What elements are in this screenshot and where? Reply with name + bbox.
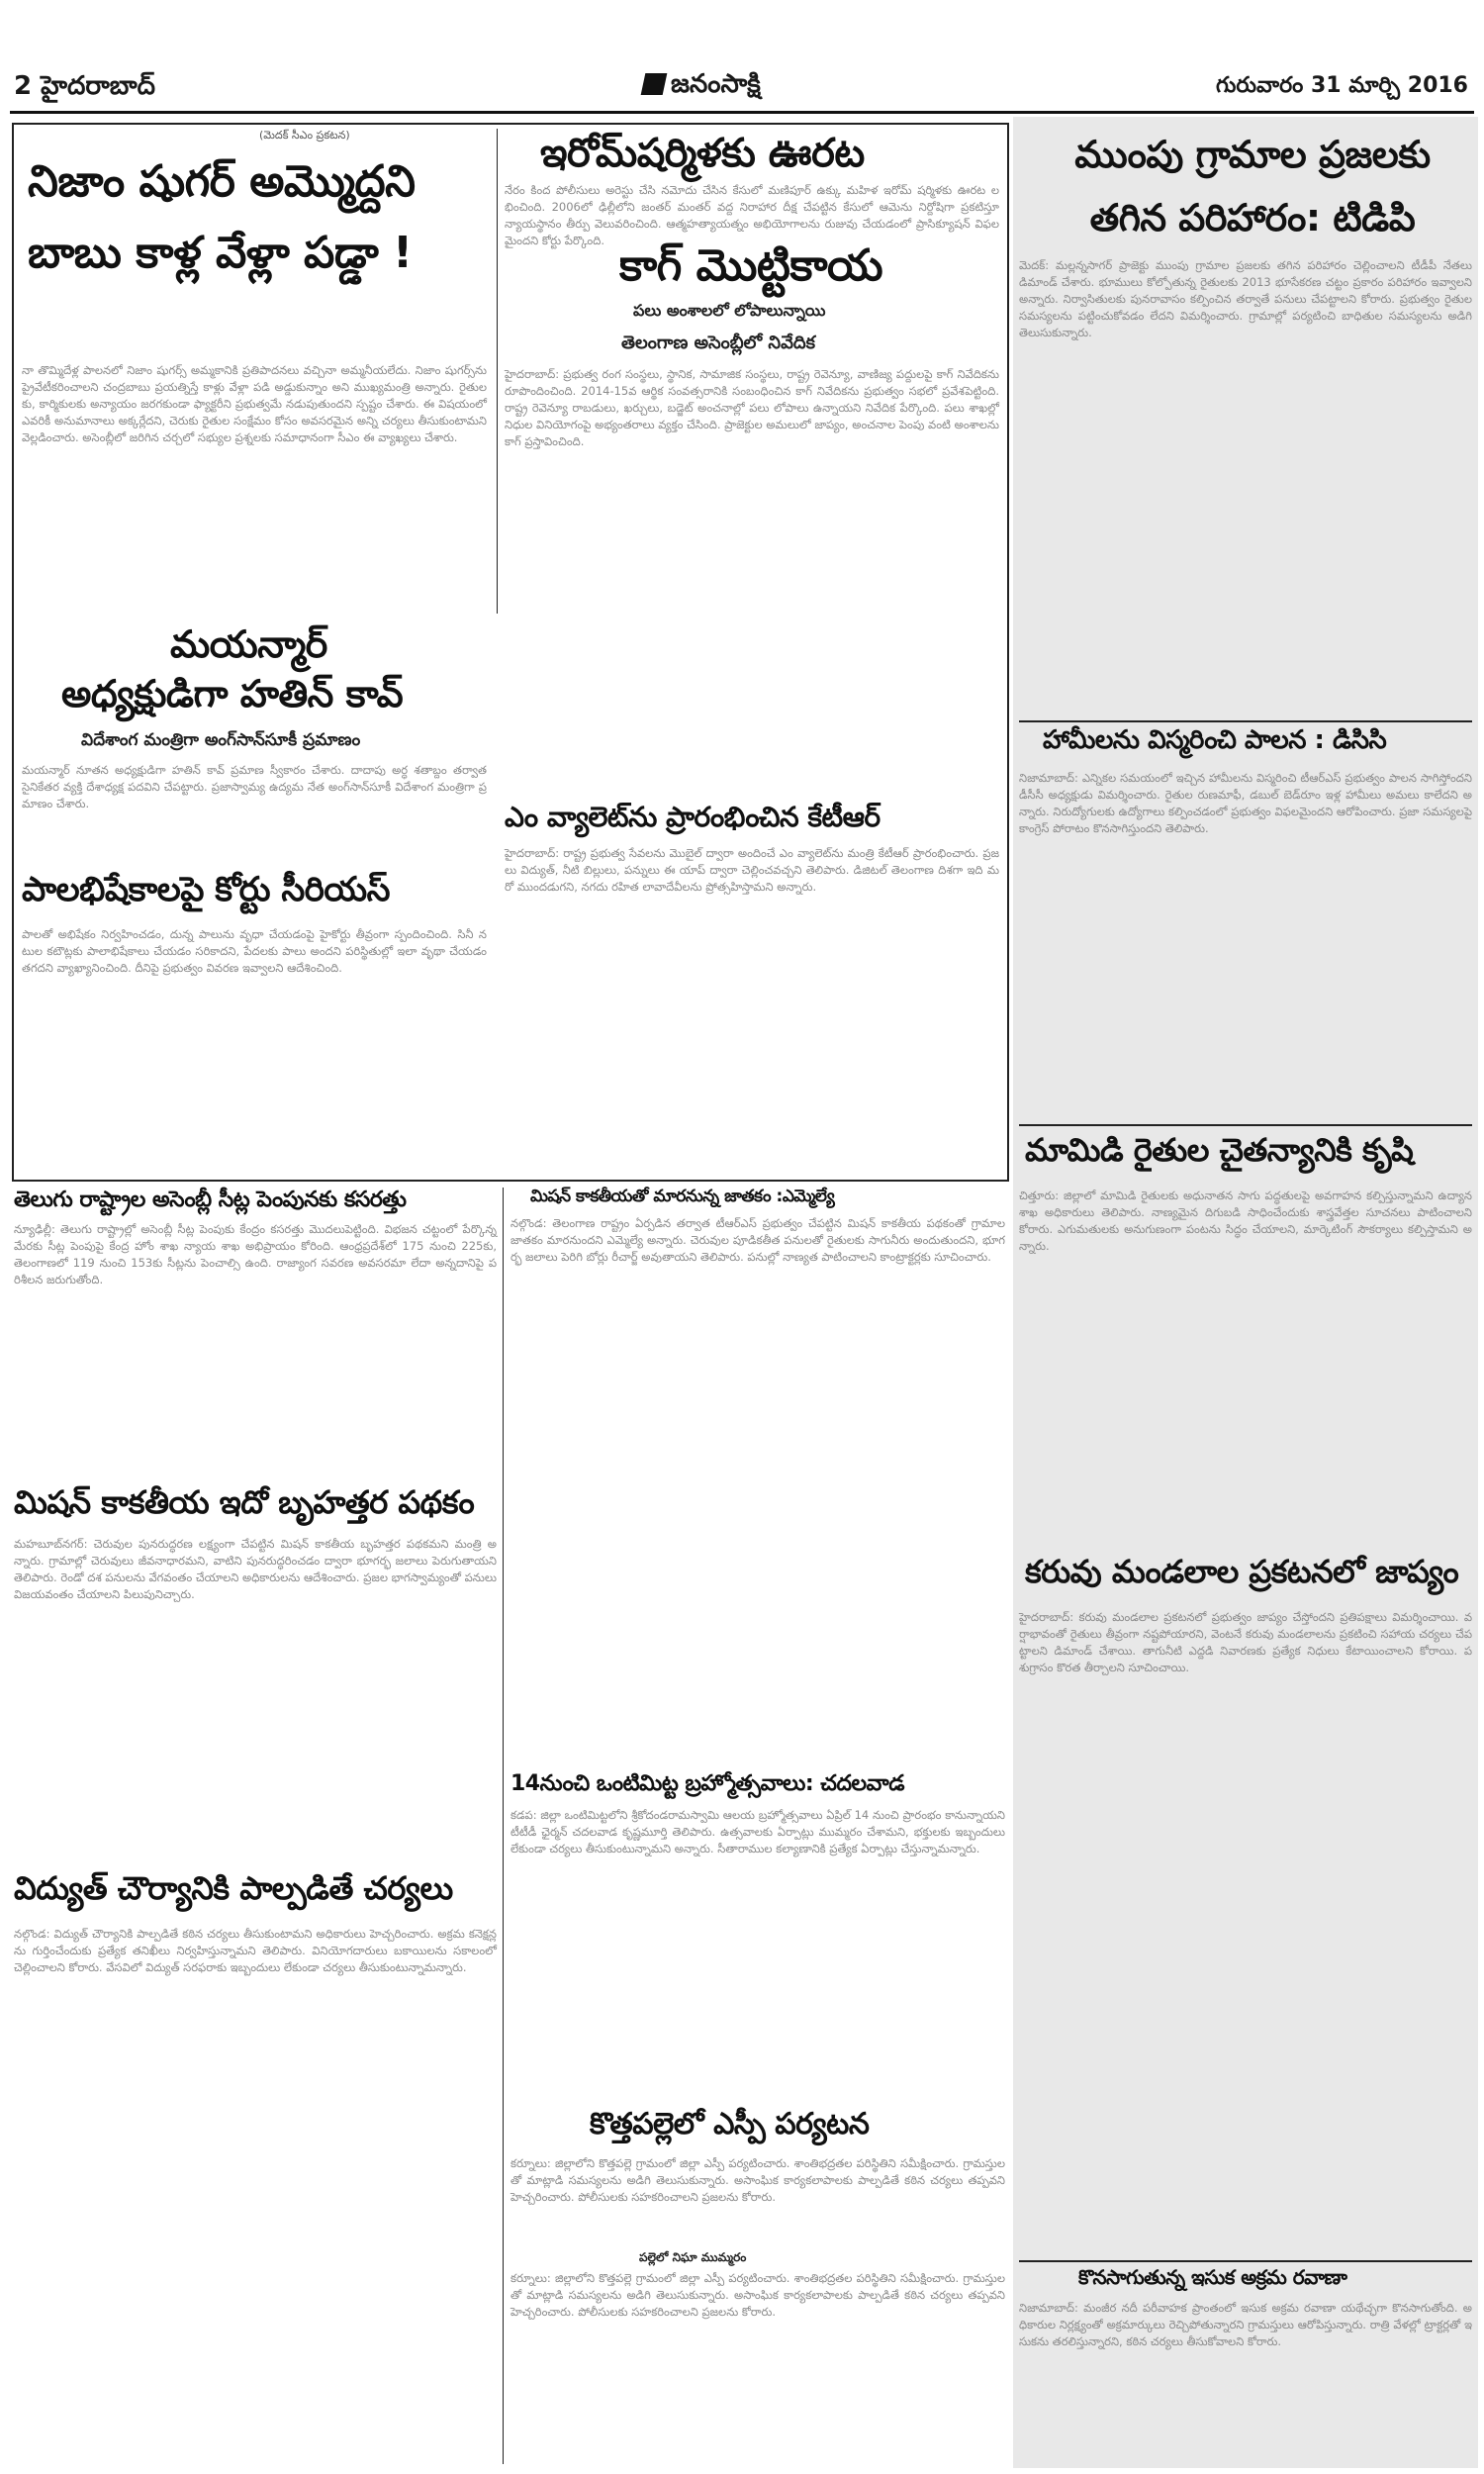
article-karuvu (1019, 1554, 1472, 2246)
article-body: కర్నూలు: జిల్లాలోని కొత్తపల్లె గ్రామంలో జిల్లా ఎస్పీ పర్యటించారు. శాంతిభద్రతల పరిస్థితిని సమీక్షించారు. గ్రామస్తులతో మాట్లాడి సమస్యలను అడిగి తెలుసుకున్నారు. అసాంఘిక కార్యకలాపాలకు పాల్పడితే కఠిన చర్యలు తప్పవని హెచ్చరించారు. పోలీసులకు సహకరించాలని ప్రజలను కోరారు. (510, 2156, 1005, 2204)
headline: హామీలను విస్మరించి పాలన : డిసిసి (1043, 725, 1387, 755)
article-vidyut (14, 1870, 499, 2464)
kicker: (మెదక్ సీఎం ప్రకటన) (259, 129, 350, 142)
article-body: మయన్మార్ నూతన అధ్యక్షుడిగా హతిన్ కావ్ ప్రమాణ స్వీకారం చేశారు. దాదాపు అర్ధ శతాబ్దం తర్వాత సైనికేతర వ్యక్తి దేశాధ్యక్ష పదవిని చేపట్టారు. ప్రజాస్వామ్య ఉద్యమ నేత అంగ్‌సాన్‌సూకీ విదేశాంగ మంత్రిగా ప్రమాణం చేశారు. (22, 763, 487, 810)
article-irom (505, 129, 999, 247)
article-body: హైదరాబాద్: కరువు మండలాల ప్రకటనలో ప్రభుత్వం జాప్యం చేస్తోందని ప్రతిపక్షాలు విమర్శించాయి. వర్షాభావంతో రైతులు తీవ్రంగా నష్టపోయారని, వెంటనే కరువు మండలాలను ప్రకటించి సహాయ చర్యలు చేపట్టాలని డిమాండ్ చేశాయి. తాగునీటి ఎద్దడి నివారణకు ప్రత్యేక నిధులు కేటాయించాలని కోరాయి. పశుగ్రాసం కొరత తీర్చాలని సూచించాయి. (1019, 1610, 1472, 1674)
headline: మామిడి రైతుల చైతన్యానికి కృషి (1025, 1131, 1414, 1169)
article-body: నేరం కింద పోలీసులు అరెస్టు చేసి నమోదు చేసిన కేసులో మణిపూర్ ఉక్కు మహిళ ఇరోమ్ షర్మిళకు ఊరట లభించింది. 2006లో ఢిల్లీలోని జంతర్ మంతర్ వద్ద నిరాహార దీక్ష చేపట్టిన కేసులో ఆమెను నిర్దోషిగా ప్రకటిస్తూ న్యాయస్థానం తీర్పు వెలువరించింది. ఆత్మహత్యాయత్నం అభియోగాలను రుజువు చేయడంలో ప్రాసిక్యూషన్ విఫలమైందని కోర్టు పేర్కొంది. (505, 183, 999, 247)
issue-date: గురువారం 31 మార్చి 2016 (1215, 73, 1468, 98)
article-body: పాలతో అభిషేకం నిర్వహించడం, దున్న పాలును వృధా చేయడంపై హైకోర్టు తీవ్రంగా స్పందించింది. సినీ నటుల కటౌట్లకు పాలాభిషేకాలు చేయడం సరికాదని, పేదలకు పాలు అందని పరిస్థితుల్లో ఇలా వృథా చేయడం తగదని వ్యాఖ్యానించింది. దీనిపై ప్రభుత్వం వివరణ ఇవ్వాలని ఆదేశించింది. (22, 927, 487, 975)
logo-icon (641, 73, 668, 95)
subhead: పల్లెలో నిఘా ముమ్మరం (639, 2250, 747, 2264)
headline: మిషన్ కాకతీయ ఇదో బృహత్తర పథకం (14, 1483, 475, 1521)
article-body: హైదరాబాద్: ప్రభుత్వ రంగ సంస్థలు, స్థానిక, సామాజిక సంస్థలు, రాష్ట్ర రెవెన్యూ, వాణిజ్య పద్దులపై కాగ్ నివేదికను రూపొందించింది. 2014-15వ ఆర్థిక సంవత్సరానికి సంబంధించిన కాగ్ నివేదికను ప్రభుత్వం సభలో ప్రవేశపెట్టింది. రాష్ట్ర రెవెన్యూ రాబడులు, ఖర్చులు, బడ్జెట్ అంచనాల్లో పలు లోపాలు ఉన్నాయని నివేదిక పేర్కొంది. పలు శాఖల్లో నిధుల వినియోగంపై అభ్యంతరాలు వ్యక్తం చేసింది. ప్రాజెక్టుల అమలులో జాప్యం, అంచనాల పెంపు వంటి అంశాలను కాగ్ ప్రస్తావించింది. (505, 367, 999, 448)
article-isuka (1019, 2266, 1472, 2464)
section-divider (1019, 1124, 1472, 1126)
article-cag (505, 238, 999, 792)
article-court (22, 871, 491, 1168)
headline: నిజాం షుగర్ అమ్మొద్దని బాబు కాళ్ల వేళ్లా పడ్డా ! (28, 156, 416, 278)
headline: కాగ్ మొట్టికాయ (619, 240, 883, 291)
column-divider (497, 129, 498, 614)
article-body: న్యూఢిల్లీ: తెలుగు రాష్ట్రాల్లో అసెంబ్లీ సీట్ల పెంపుకు కేంద్రం కసరత్తు మొదలుపెట్టింది. విభజన చట్టంలో పేర్కొన్న మేరకు సీట్ల పెంపుపై కేంద్ర హోం శాఖ న్యాయ శాఖ అభిప్రాయం కోరింది. ఆంధ్రప్రదేశ్‌లో 175 నుంచి 225కు, తెలంగాణలో 119 నుంచి 153కు సీట్లను పెంచాల్సి ఉంది. రాజ్యాంగ సవరణ అవసరమా లేదా అన్నదానిపై పరిశీలన జరుగుతోంది. (14, 1222, 497, 1286)
article-brahmotsavam (510, 1771, 1005, 2108)
headline-line-1: మయన్మార్ (170, 622, 327, 666)
headline: ముంపు గ్రామాల ప్రజలకు తగిన పరిహారం: టిడిపి (1074, 133, 1431, 239)
article-mamidi (1019, 1132, 1472, 1548)
article-seats (14, 1188, 499, 1484)
headline-line-2: అధ్యక్షుడిగా హతిన్ కావ్ (61, 672, 404, 715)
article-body: నల్గొండ: విద్యుత్ చౌర్యానికి పాల్పడితే కఠిన చర్యలు తీసుకుంటామని అధికారులు హెచ్చరించారు. అక్రమ కనెక్షన్లను గుర్తించేందుకు ప్రత్యేక తనిఖీలు నిర్వహిస్తున్నామని తెలిపారు. వినియోగదారులు బకాయిలను సకాలంలో చెల్లించాలని కోరారు. వేసవిలో విద్యుత్ సరఫరాకు ఇబ్బందులు లేకుండా చర్యలు తీసుకుంటున్నామన్నారు. (14, 1927, 497, 1974)
headline: మిషన్ కాకతీయతో మారనున్న జాతకం :ఎమ్మెల్యే (530, 1187, 835, 1206)
article-mission-jathara (510, 1188, 1005, 1761)
article-body: నిజామాబాద్: మంజీర నదీ పరీవాహక ప్రాంతంలో ఇసుక అక్రమ రవాణా యథేచ్ఛగా కొనసాగుతోంది. అధికారుల నిర్లక్ష్యంతో అక్రమార్కులు రెచ్చిపోతున్నారని గ్రామస్తులు ఆరోపిస్తున్నారు. రాత్రి వేళల్లో ట్రాక్టర్లతో ఇసుకను తరలిస్తున్నారని, కఠిన చర్యలు తీసుకోవాలని కోరారు. (1019, 2301, 1472, 2348)
headline: విద్యుత్ చౌర్యానికి పాల్పడితే చర్యలు (14, 1869, 453, 1907)
article-body: హైదరాబాద్: రాష్ట్ర ప్రభుత్వ సేవలను మొబైల్ ద్వారా అందించే ఎం వ్యాలెట్‌ను మంత్రి కేటీఆర్ ప్రారంభించారు. ప్రజలు విద్యుత్, నీటి బిల్లులు, పన్నులు ఈ యాప్ ద్వారా చెల్లించవచ్చని తెలిపారు. డిజిటల్ తెలంగాణ దిశగా ఇది మరో ముందడుగని, నగదు రహిత లావాదేవీలను ప్రోత్సహిస్తామని అన్నారు. (505, 846, 999, 894)
article-ewallet (505, 802, 999, 1178)
article-body: చిత్తూరు: జిల్లాలో మామిడి రైతులకు అధునాతన సాగు పద్ధతులపై అవగాహన కల్పిస్తున్నామని ఉద్యాన శాఖ అధికారులు తెలిపారు. నాణ్యమైన దిగుబడి సాధించేందుకు శాస్త్రవేత్తల సూచనలు పాటించాలని కోరారు. ఎగుమతులకు అనుగుణంగా పంటను సిద్ధం చేయాలని, మార్కెటింగ్ సౌకర్యాలు కల్పిస్తామని అన్నారు. (1019, 1189, 1472, 1253)
article-body-continued: కర్నూలు: జిల్లాలోని కొత్తపల్లె గ్రామంలో జిల్లా ఎస్పీ పర్యటించారు. శాంతిభద్రతల పరిస్థితిని సమీక్షించారు. గ్రామస్తులతో మాట్లాడి సమస్యలను అడిగి తెలుసుకున్నారు. అసాంఘిక కార్యకలాపాలకు పాల్పడితే కఠిన చర్యలు తప్పవని హెచ్చరించారు. పోలీసులకు సహకరించాలని ప్రజలను కోరారు. (510, 2271, 1005, 2319)
column-divider (503, 1188, 504, 2464)
headline: కొత్తపల్లెలో ఎస్పీ పర్యటన (590, 2107, 870, 2141)
headline: పాలభిషేకాలపై కోర్టు సీరియస్ (22, 870, 391, 909)
headline: 14నుంచి ఒంటిమిట్ట బ్రహ్మోత్సవాలు: చదలవాడ (510, 1771, 904, 1796)
headline: ఎం వ్యాలెట్‌ను ప్రారంభించిన కేటీఆర్ (505, 801, 881, 833)
deck-1: పలు అంశాలలో లోపాలున్నాయి (633, 301, 826, 320)
article-kothapalli (510, 2108, 1005, 2464)
deck-2: తెలంగాణ అసెంబ్లీలో నివేదిక (621, 333, 815, 353)
article-body: మెదక్: మల్లన్నసాగర్ ప్రాజెక్టు ముంపు గ్రామాల ప్రజలకు తగిన పరిహారం చెల్లించాలని టీడీపీ నేతలు డిమాండ్ చేశారు. భూములు కోల్పోతున్న రైతులకు 2013 భూసేకరణ చట్టం ప్రకారం పరిహారం ఇవ్వాలని అన్నారు. నిర్వాసితులకు పునరావాసం కల్పించిన తర్వాతే పనులు చేపట్టాలని కోరారు. ప్రభుత్వం రైతుల సమస్యలను పట్టించుకోవడం లేదని విమర్శించారు. గ్రామాల్లో పర్యటించి బాధితుల సమస్యలను అడిగి తెలుసుకున్నారు. (1019, 258, 1472, 339)
headline: తెలుగు రాష్ట్రాల అసెంబ్లీ సీట్ల పెంపునకు కసరత్తు (14, 1188, 407, 1212)
article-nizam (22, 129, 491, 623)
section-divider (1019, 2260, 1472, 2262)
article-body: మహబూబ్‌నగర్: చెరువుల పునరుద్ధరణ లక్ష్యంగా చేపట్టిన మిషన్ కాకతీయ బృహత్తర పథకమని మంత్రి అన్నారు. గ్రామాల్లో చెరువులు జీవనాధారమని, వాటిని పునరుద్ధరించడం ద్వారా భూగర్భ జలాలు పెరుగుతాయని తెలిపారు. రెండో దశ పనులను వేగవంతం చేయాలని అధికారులను ఆదేశించారు. ప్రజల భాగస్వామ్యంతో పనులు విజయవంతం చేయాలని పిలుపునిచ్చారు. (14, 1537, 497, 1601)
article-body: నా తొమ్మిదేళ్ల పాలనలో నిజాం షుగర్స్ అమ్మకానికి ప్రతిపాదనలు వచ్చినా అమ్మనీయలేదు. నిజాం షుగర్స్‌ను ప్రైవేటీకరించాలని చంద్రబాబు ప్రయత్నిస్తే కాళ్లు వేళ్లా పడి అడ్డుకున్నాం అని ముఖ్యమంత్రి అన్నారు. రైతులకు, కార్మికులకు అన్యాయం జరగకుండా ఫ్యాక్టరీని ప్రభుత్వమే నడుపుతుందని స్పష్టం చేశారు. ఈ విషయంలో ఎవరికీ అనుమానాలు అక్కర్లేదని, చెరుకు రైతుల సంక్షేమం కోసం అవసరమైన అన్ని చర్యలు తీసుకుంటామని వెల్లడించారు. అసెంబ్లీలో జరిగిన చర్చలో సభ్యుల ప్రశ్నలకు సమాధానంగా సీఎం ఈ వ్యాఖ్యలు చేశారు. (22, 363, 487, 444)
newspaper-logo (643, 69, 761, 105)
headline: ఇరోమ్‌షర్మిళకు ఊరట (540, 131, 865, 176)
article-body: నిజామాబాద్: ఎన్నికల సమయంలో ఇచ్చిన హామీలను విస్మరించి టీఆర్‌ఎస్ ప్రభుత్వం పాలన సాగిస్తోందని డీసీసీ అధ్యక్షుడు విమర్శించారు. రైతుల రుణమాఫీ, డబుల్ బెడ్‌రూం ఇళ్ల హామీలు అమలు కాలేదని అన్నారు. నిరుద్యోగులకు ఉద్యోగాలు కల్పించడంలో ప్రభుత్వం విఫలమైందని ఆరోపించారు. ప్రజా సమస్యలపై కాంగ్రెస్ పోరాటం కొనసాగిస్తుందని తెలిపారు. (1019, 771, 1472, 835)
article-mission-bruhat (14, 1484, 499, 1870)
article-body: నల్గొండ: తెలంగాణ రాష్ట్రం ఏర్పడిన తర్వాత టీఆర్‌ఎస్ ప్రభుత్వం చేపట్టిన మిషన్ కాకతీయ పథకంతో గ్రామాల జాతకం మారనుందని ఎమ్మెల్యే అన్నారు. చెరువుల పూడికతీత పనులతో రైతులకు సాగునీరు అందుతుందని, భూగర్భ జలాలు పెరిగి బోర్లు రీచార్జ్ అవుతాయని తెలిపారు. పనుల్లో నాణ్యత పాటించాలని కాంట్రాక్టర్లకు సూచించారు. (510, 1216, 1005, 1264)
section-divider (1019, 720, 1472, 722)
article-homi (1019, 726, 1472, 1122)
page-number-city: 2 హైదరాబాద్ (14, 71, 155, 101)
article-body: కడప: జిల్లా ఒంటిమిట్టలోని శ్రీకోదండరామస్వామి ఆలయ బ్రహ్మోత్సవాలు ఏప్రిల్ 14 నుంచి ప్రారంభం కానున్నాయని టీటీడీ ఛైర్మన్ చదలవాడ కృష్ణమూర్తి తెలిపారు. ఉత్సవాలకు ఏర్పాట్లు ముమ్మరం చేశామని, భక్తులకు ఇబ్బందులు లేకుండా చర్యలు తీసుకుంటున్నామని అన్నారు. సీతారాముల కల్యాణానికి ప్రత్యేక ఏర్పాట్లు చేస్తున్నామన్నారు. (510, 1808, 1005, 1856)
headline: కొనసాగుతున్న ఇసుక అక్రమ రవాణా (1078, 2265, 1347, 2289)
article-munupu (1019, 123, 1472, 716)
brand-name: జనంసాక్షి (671, 69, 761, 99)
article-myanmar (22, 623, 491, 861)
headline: కరువు మండలాల ప్రకటనలో జాప్యం (1025, 1553, 1459, 1590)
deck: విదేశాంగ మంత్రిగా అంగ్‌సాన్‌సూకీ ప్రమాణం (81, 730, 361, 750)
masthead (10, 67, 1474, 114)
